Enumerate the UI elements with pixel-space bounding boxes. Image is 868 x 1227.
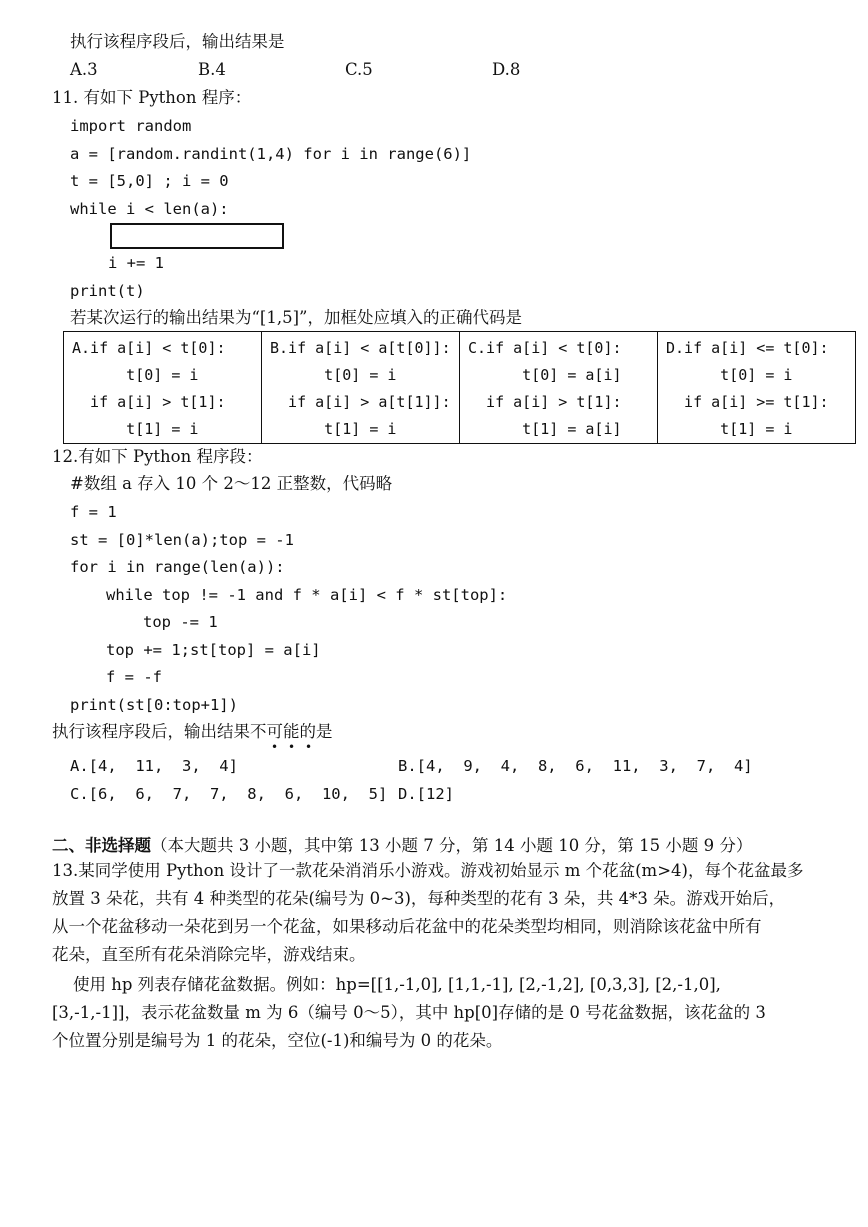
q10-option-c: C.5 <box>345 60 373 79</box>
q12-option-a: A.[4, 11, 3, 4] <box>70 757 238 775</box>
q13-line: 使用 hp 列表存储花盆数据。例如：hp=[[1,-1,0], [1,1,-1], [2,-1,2], [0,3,3], [2,-1,0], <box>52 975 721 994</box>
option-line: t[0] = i <box>72 366 199 384</box>
emphasis-dot: • <box>305 740 313 754</box>
q12-code-comment: #数组 a 存入 10 个 2～12 正整数，代码略 <box>70 474 393 493</box>
option-line: t[0] = i <box>666 366 793 384</box>
q11-code-line: a = [random.randint(1,4) for i in range(6)] <box>70 145 472 163</box>
option-line: t[1] = i <box>666 420 793 438</box>
q10-option-b: B.4 <box>198 60 226 79</box>
q11-question: 若某次运行的输出结果为“[1,5]”，加框处应填入的正确代码是 <box>70 308 522 327</box>
emphasis-dot: • <box>271 740 279 754</box>
q13-line: 放置 3 朵花，共有 4 种类型的花朵(编号为 0~3)，每种类型的花有 3 朵，共 4*3 朵。游戏开始后， <box>52 889 786 908</box>
answer-blank-box <box>110 223 284 249</box>
q12-code-line: while top != -1 and f * a[i] < f * st[top]: <box>106 586 508 604</box>
option-line: B.if a[i] < a[t[0]]: <box>270 339 451 357</box>
q11-code-line: i += 1 <box>108 254 164 272</box>
option-line: t[1] = a[i] <box>468 420 622 438</box>
q13-line: 从一个花盆移动一朵花到另一个花盆，如果移动后花盆中的花朵类型均相同，则消除该花盆中所有 <box>52 917 762 936</box>
emphasis-dot: • <box>288 740 296 754</box>
q12-option-c: C.[6, 6, 7, 7, 8, 6, 10, 5] <box>70 785 388 803</box>
option-line: C.if a[i] < t[0]: <box>468 339 622 357</box>
q11-code-line: while i < len(a): <box>70 200 229 218</box>
q13-paragraph-2 <box>52 971 852 1055</box>
q11-title: 11. 有如下 Python 程序： <box>52 88 252 107</box>
q12-code-line: f = 1 <box>70 503 117 521</box>
q12-code-line: print(st[0:top+1]) <box>70 696 238 714</box>
q13-line: 13.某同学使用 Python 设计了一款花朵消消乐小游戏。游戏初始显示 m 个花盆(m>4)，每个花盆最多 <box>52 861 804 880</box>
q13-line: 花朵，直至所有花朵消除完毕，游戏结束。 <box>52 945 366 964</box>
section-note: （本大题共 3 小题，其中第 13 小题 7 分，第 14 小题 10 分，第 15 小题 9 分） <box>151 836 753 855</box>
q12-code-line: top += 1;st[top] = a[i] <box>106 641 321 659</box>
q12-code-line: st = [0]*len(a);top = -1 <box>70 531 294 549</box>
q12-title: 12.有如下 Python 程序段： <box>52 447 263 466</box>
q11-code-line: t = [5,0] ; i = 0 <box>70 172 229 190</box>
q12-option-d: D.[12] <box>398 785 454 803</box>
q11-option-a <box>64 332 262 444</box>
q11-options-table <box>63 331 856 444</box>
q11-option-c <box>460 332 658 444</box>
section-heading <box>52 836 752 856</box>
option-line: if a[i] >= t[1]: <box>666 393 829 411</box>
option-line: if a[i] > t[1]: <box>468 393 622 411</box>
option-line: if a[i] > t[1]: <box>72 393 226 411</box>
q12-option-b: B.[4, 9, 4, 8, 6, 11, 3, 7, 4] <box>398 757 753 775</box>
q11-option-d <box>658 332 856 444</box>
option-line: t[1] = i <box>72 420 199 438</box>
option-line: t[1] = i <box>270 420 397 438</box>
section-title: 二、非选择题 <box>52 836 151 855</box>
q10-option-d: D.8 <box>492 60 521 79</box>
q11-code-line: import random <box>70 117 192 135</box>
q10-option-a: A.3 <box>70 60 98 79</box>
q12-code-line: for i in range(len(a)): <box>70 558 285 576</box>
q11-code-line: print(t) <box>70 282 145 300</box>
q13-line: [3,-1,-1]]，表示花盆数量 m 为 6（编号 0～5），其中 hp[0]存储的是 0 号花盆数据，该花盆的 3 <box>52 1003 766 1022</box>
option-line: t[0] = a[i] <box>468 366 622 384</box>
q11-option-b <box>262 332 460 444</box>
q10-prompt: 执行该程序段后，输出结果是 <box>70 32 285 51</box>
q13-paragraph-1 <box>52 857 852 969</box>
option-line: t[0] = i <box>270 366 397 384</box>
q13-line: 个位置分别是编号为 1 的花朵，空位(-1)和编号为 0 的花朵。 <box>52 1031 503 1050</box>
q12-code-line: f = -f <box>106 668 162 686</box>
q12-question: 执行该程序段后，输出结果不可能的是 <box>52 722 333 741</box>
option-line: D.if a[i] <= t[0]: <box>666 339 829 357</box>
option-line: A.if a[i] < t[0]: <box>72 339 226 357</box>
q12-code-line: top -= 1 <box>143 613 218 631</box>
option-line: if a[i] > a[t[1]]: <box>270 393 451 411</box>
